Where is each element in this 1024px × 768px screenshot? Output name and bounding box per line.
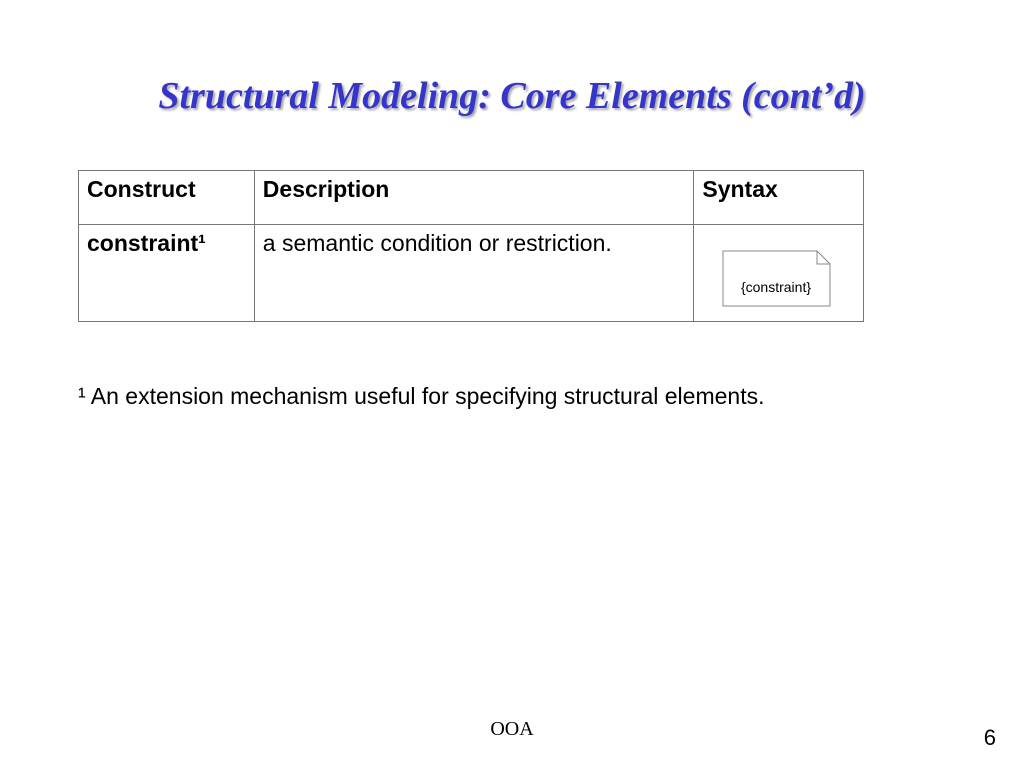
footnote: ¹ An extension mechanism useful for specifying structural elements. xyxy=(78,383,765,409)
syntax-note-wrapper xyxy=(702,230,855,316)
construct-cell: constraint¹ xyxy=(79,225,255,322)
slide-title: Structural Modeling: Core Elements (cont’d) xyxy=(158,75,866,117)
header-syntax: Syntax xyxy=(694,171,864,225)
table-header-row xyxy=(79,171,864,225)
table-row xyxy=(79,225,864,322)
uml-note-icon xyxy=(722,250,832,308)
constructs-table xyxy=(78,170,864,322)
footer-label: OOA xyxy=(490,718,534,740)
syntax-cell xyxy=(694,225,864,322)
header-construct: Construct xyxy=(79,171,255,225)
description-cell: a semantic condition or restriction. xyxy=(254,225,694,322)
syntax-note-label: {constraint} xyxy=(741,279,812,295)
header-description: Description xyxy=(254,171,694,225)
page-number: 6 xyxy=(983,725,996,750)
